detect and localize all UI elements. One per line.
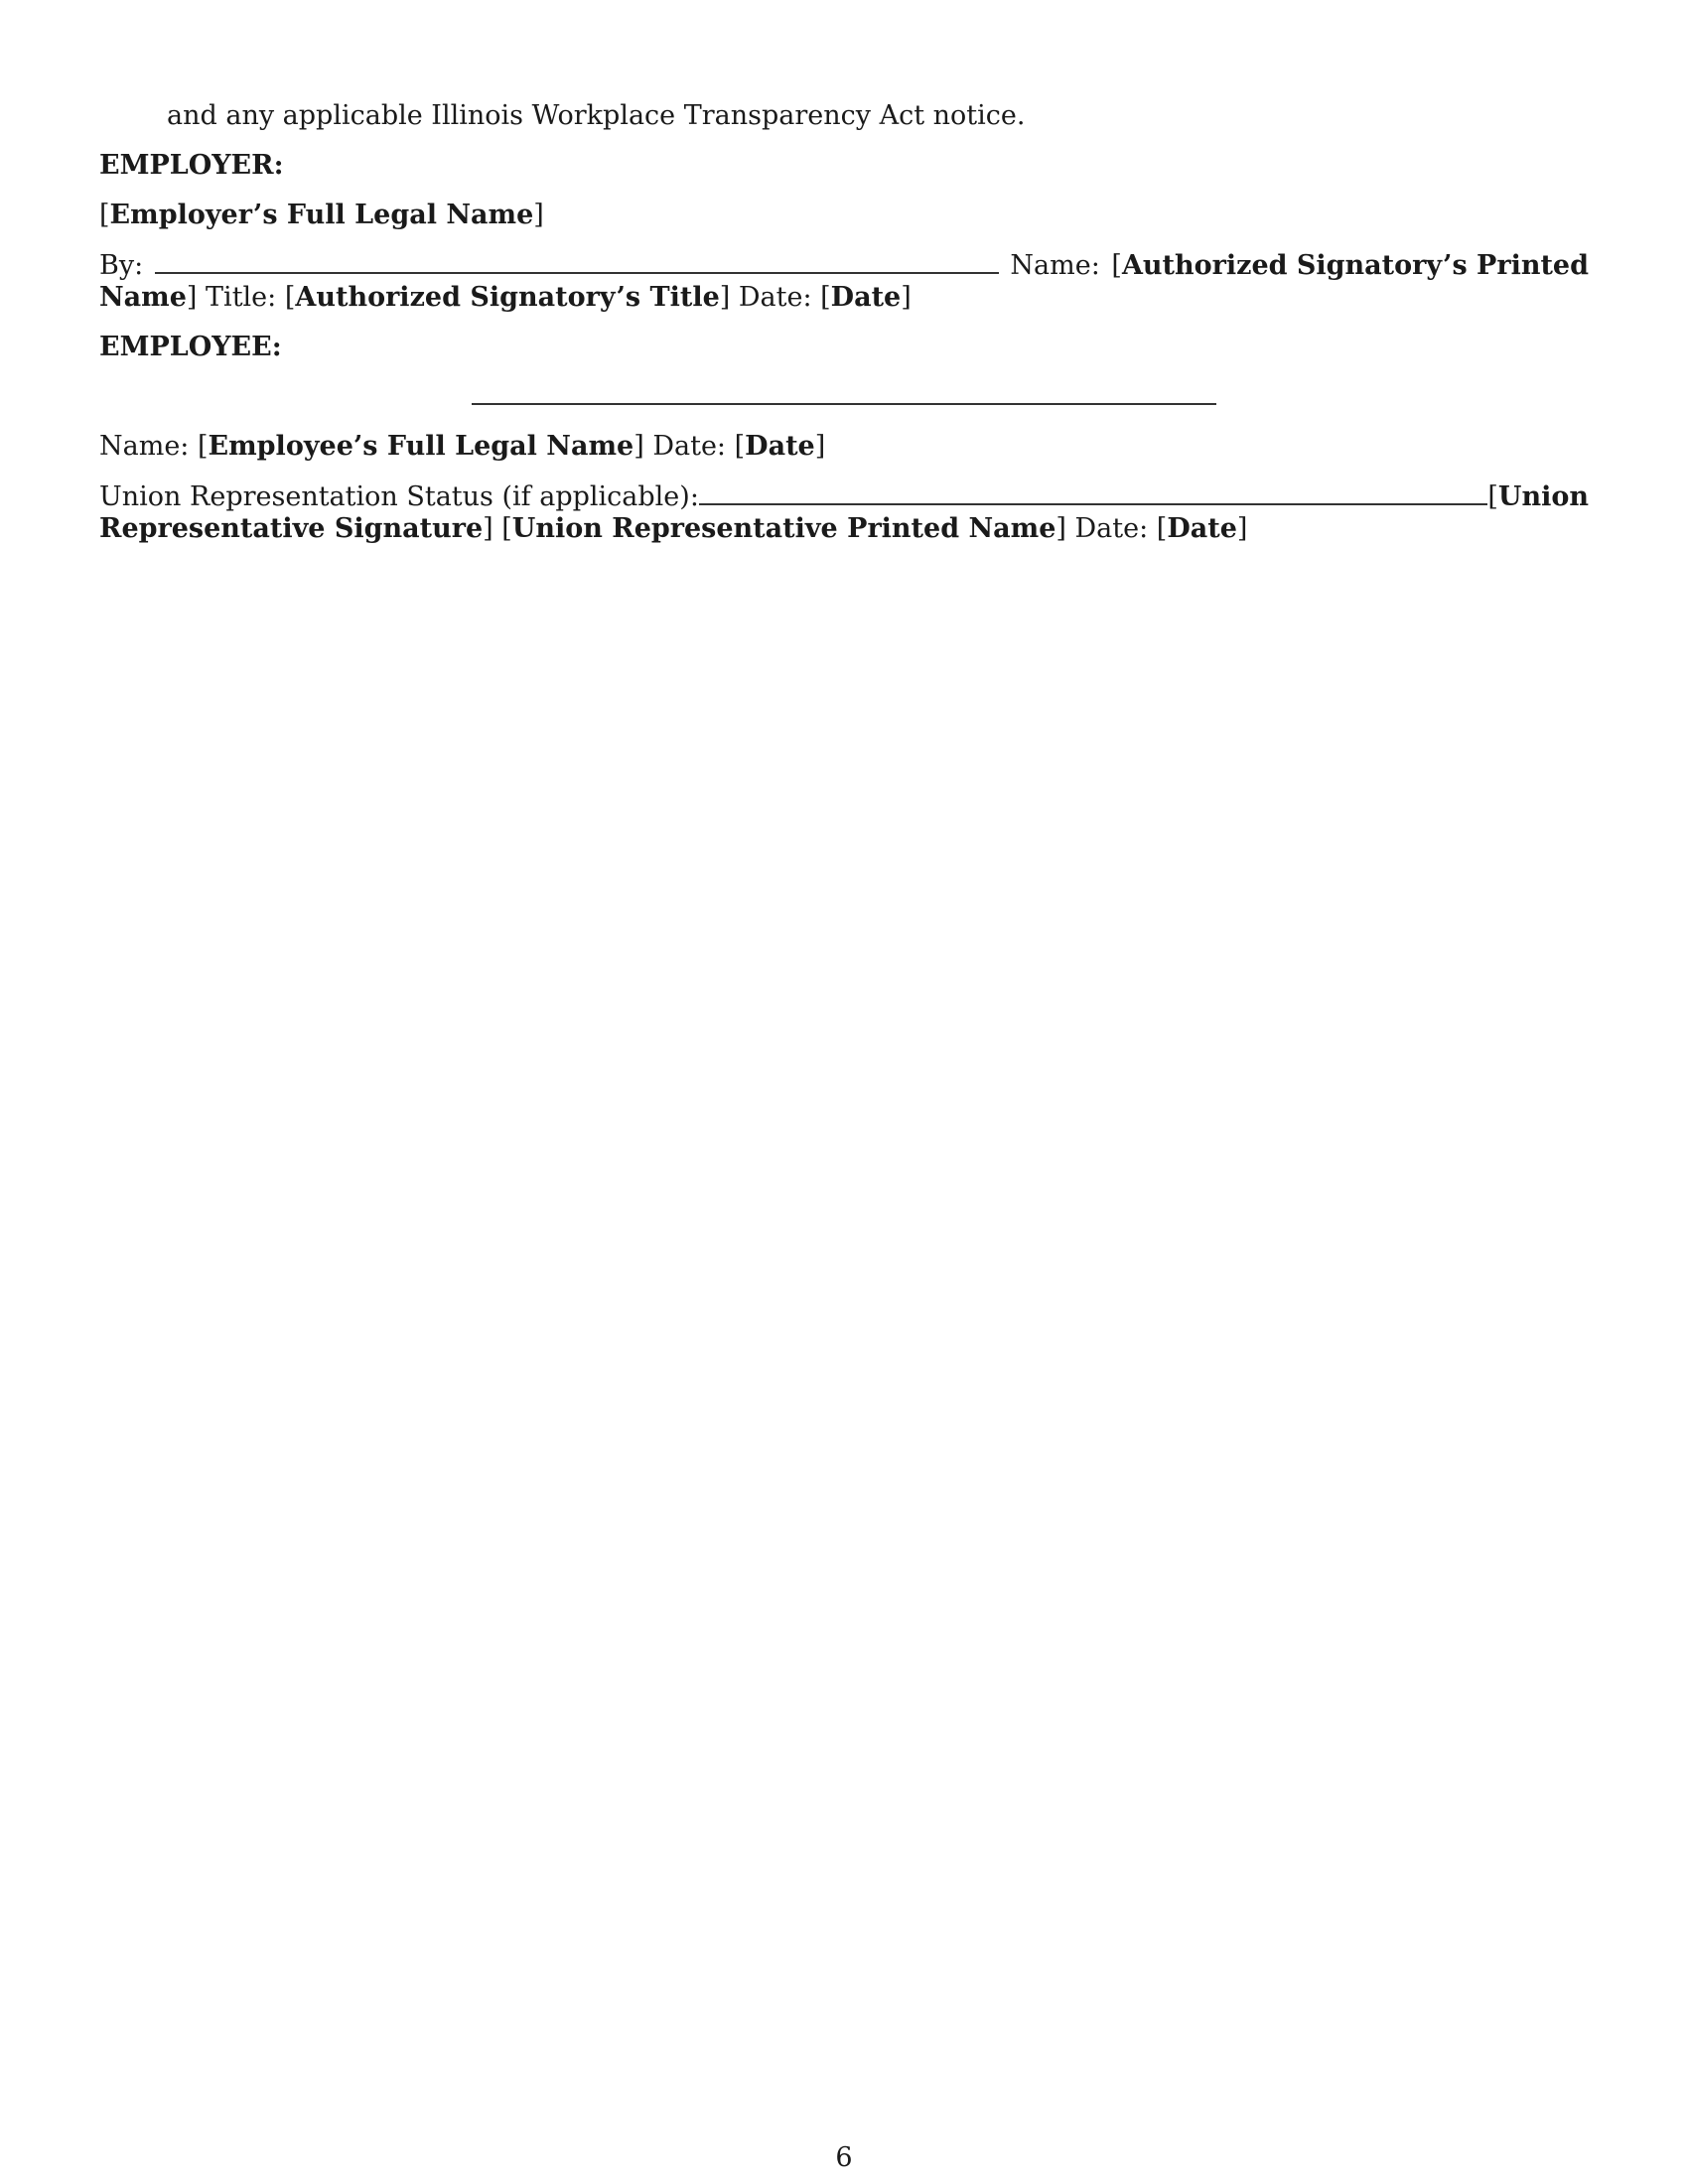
union-signature-part1: [Union	[1487, 481, 1589, 512]
employer-date-placeholder: Date	[830, 282, 902, 313]
union-signature-line-2: Representative Signature] [Union Representative Printed Name] Date: [Date]	[99, 513, 1248, 544]
page-number: 6	[835, 2142, 853, 2173]
employee-name-date-line: Name: [Employee’s Full Legal Name] Date: [Date]	[99, 431, 826, 462]
by-label: By:	[99, 250, 144, 281]
employer-legal-name: Employer’s Full Legal Name	[109, 200, 534, 230]
employee-date-placeholder: Date	[745, 431, 815, 462]
union-signature-part2: Representative Signature	[99, 513, 484, 544]
employer-date-label: Date:	[738, 282, 812, 313]
union-date-label: Date:	[1074, 513, 1149, 544]
employee-full-legal-name: Employee’s Full Legal Name	[208, 431, 634, 462]
employee-date-label: Date:	[652, 431, 727, 462]
union-date-placeholder: Date	[1167, 513, 1237, 544]
union-signature-line	[699, 479, 1487, 505]
union-status-row	[99, 479, 1589, 514]
employee-heading: EMPLOYEE:	[99, 332, 282, 362]
employer-title-label: Title:	[206, 282, 277, 313]
employee-name-label: Name:	[99, 431, 190, 462]
continuation-text: and any applicable Illinois Workplace Transparency Act notice.	[167, 100, 1026, 131]
employer-signature-line	[155, 248, 999, 274]
employer-name-label: Name:	[1010, 250, 1100, 281]
union-printed-name: Union Representative Printed Name	[511, 513, 1056, 544]
employer-title-date-line: Name] Title: [Authorized Signatory’s Title] Date: [Date]	[99, 282, 912, 313]
signatory-title: Authorized Signatory’s Title	[295, 282, 720, 313]
employee-signature-line	[472, 403, 1216, 405]
continuation-paragraph	[167, 99, 1656, 133]
union-status-label: Union Representation Status (if applicable):	[99, 481, 699, 512]
signatory-printed-name-part2: Name	[99, 282, 187, 313]
signatory-printed-name-part1: [Authorized Signatory’s Printed	[1111, 250, 1589, 281]
employer-signature-row	[99, 248, 1589, 283]
employer-heading: EMPLOYER:	[99, 150, 284, 181]
employer-legal-name-line: [Employer’s Full Legal Name]	[99, 200, 544, 230]
